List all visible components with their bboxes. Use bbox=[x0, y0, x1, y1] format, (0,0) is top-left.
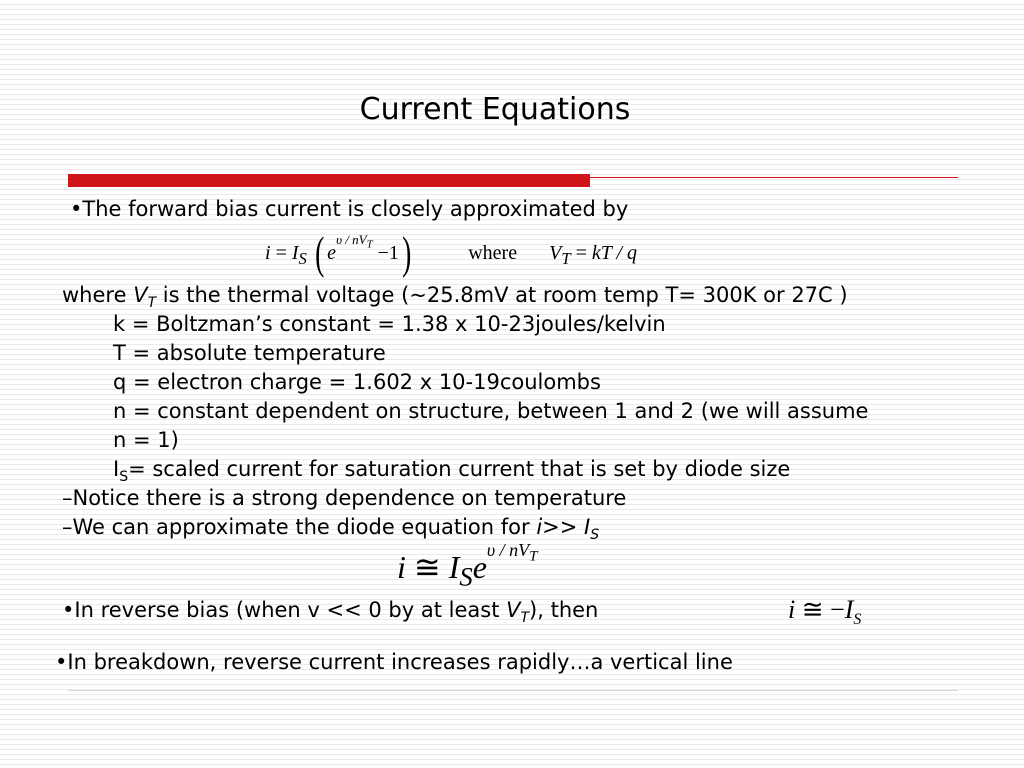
note-approximation: –We can approximate the diode equation for $i>> I_S$ bbox=[62, 515, 600, 544]
def-n-assume: n = 1) bbox=[113, 428, 179, 452]
def-n: n = constant dependent on structure, between 1 and 2 (we will assume bbox=[113, 399, 869, 423]
bullet-reverse-bias: •In reverse bias (when v << 0 by at least $V_T$), then bbox=[62, 598, 599, 627]
def-q: q = electron charge = 1.602 x 10-19coulombs bbox=[113, 370, 601, 394]
def-is: $I_S=$ scaled current for saturation current that is set by diode size bbox=[113, 457, 791, 486]
reverse-bias-equation: i ≅ $-I_S$ bbox=[788, 595, 862, 629]
title-accent-bar bbox=[68, 174, 590, 187]
approx-equation: i ≅ $I_Se^{\upsilon / nV_T}$ bbox=[397, 540, 538, 592]
thermal-voltage-line: where $V_T$ is the thermal voltage (~25.8mV at room temp T= 300K or 27C ) bbox=[62, 283, 848, 312]
bullet-forward-bias: •The forward bias current is closely approximated by bbox=[70, 197, 629, 221]
note-temperature: –Notice there is a strong dependence on temperature bbox=[62, 486, 627, 510]
def-T: T = absolute temperature bbox=[113, 341, 386, 365]
footer-rule bbox=[68, 690, 958, 691]
slide-title: Current Equations bbox=[359, 92, 631, 127]
forward-bias-equation: $i = I_S$ ( $e^{\upsilon / nV_T} -1$) where $V_T$ = kT / q bbox=[265, 227, 638, 278]
def-k: k = Boltzman’s constant = 1.38 x 10-23joules/kelvin bbox=[113, 312, 666, 336]
bullet-breakdown: •In breakdown, reverse current increases rapidly…a vertical line bbox=[55, 650, 733, 674]
title-accent-line bbox=[590, 177, 958, 178]
